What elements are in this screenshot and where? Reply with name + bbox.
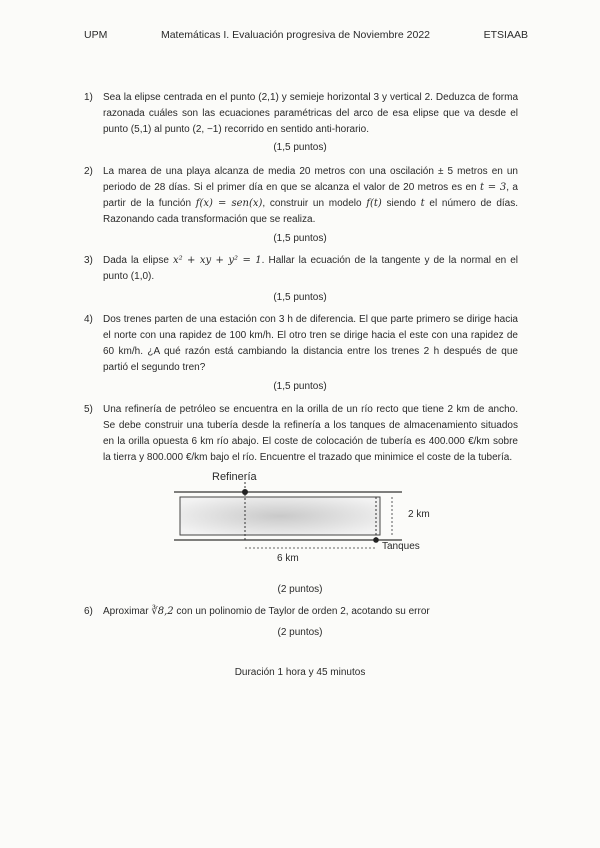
- question-1: [84, 90, 518, 138]
- question-text: [103, 164, 518, 228]
- text-segment: el número de días. Razonando cada transformación que se realiza.: [103, 198, 518, 225]
- question-3: [84, 253, 518, 285]
- math-expression: f(x) = sen(x): [195, 198, 263, 209]
- question-6-points: (2 puntos): [277, 627, 323, 638]
- question-3-points: (1,5 puntos): [273, 292, 327, 303]
- math-expression: t: [420, 198, 425, 209]
- river-diagram: [170, 470, 440, 570]
- question-text: Sea la elipse centrada en el punto (2,1) y semieje horizontal 3 y vertical 2. Deduzca de forma razonada cuáles son las ecuaciones paramétricas del arco de esa elipse que va desde el punto (5,1) al punto (2, −1) recorrido en sentido anti-horario.: [103, 92, 518, 135]
- math-expression: t = 3: [479, 182, 507, 193]
- text-segment: . Hallar la ecuación de la tangente y de la normal en el punto (1,0).: [103, 255, 519, 282]
- question-number: 3): [84, 255, 93, 266]
- question-number: 1): [84, 92, 93, 103]
- text-segment: Dada la elipse: [103, 255, 173, 266]
- question-5: [84, 402, 518, 466]
- distance-label: 6 km: [277, 553, 299, 564]
- question-4: [84, 312, 518, 376]
- question-number: 5): [84, 404, 93, 415]
- math-expression: x² + xy + y² = 1: [172, 255, 262, 266]
- question-text: [103, 604, 518, 620]
- header: [84, 29, 528, 41]
- question-5-points: (2 puntos): [277, 584, 323, 595]
- question-2: [84, 164, 518, 228]
- question-number: 2): [84, 166, 93, 177]
- question-6: [84, 604, 518, 620]
- text-segment: Aproximar: [103, 606, 152, 617]
- text-segment: La marea de una playa alcanza de media 20 metros con una oscilación ± 5 metros en un periodo de 28 días. Si el primer día en que se alcanza el valor de 20 metros es en: [103, 166, 518, 193]
- header-school: ETSIAAB: [483, 29, 528, 41]
- question-4-points: (1,5 puntos): [273, 381, 327, 392]
- header-title: Matemáticas I. Evaluación progresiva de Noviembre 2022: [160, 29, 431, 41]
- question-2-points: (1,5 puntos): [273, 233, 327, 244]
- text-segment: con un polinomio de Taylor de orden 2, acotando su error: [173, 606, 430, 617]
- refineria-point: [242, 489, 248, 495]
- question-1-points: (1,5 puntos): [273, 142, 327, 153]
- header-institution: UPM: [84, 29, 108, 41]
- text-segment: siendo: [381, 198, 421, 209]
- duration: Duración 1 hora y 45 minutos: [234, 667, 366, 678]
- tanques-point: [373, 537, 379, 543]
- question-text: Dos trenes parten de una estación con 3 h de diferencia. El que parte primero se dirige hacia el norte con una rapidez de 100 km/h. El otro tren se dirige hacia el este con una rapidez de 60 km/h. ¿A qué razón está cambiando la distancia entre los trenes 2 h después de que partió el segundo tren?: [103, 314, 518, 373]
- question-number: 4): [84, 314, 93, 325]
- refineria-label: Refinería: [212, 471, 257, 483]
- math-expression: ∛8,2: [151, 606, 174, 617]
- tanques-label: Tanques: [382, 541, 420, 552]
- width-label: 2 km: [408, 509, 430, 520]
- river: [180, 497, 380, 535]
- question-text: [103, 253, 518, 285]
- text-segment: , a partir de la función: [103, 182, 518, 209]
- question-number: 6): [84, 606, 93, 617]
- text-segment: , construir un modelo: [262, 198, 367, 209]
- question-text: Una refinería de petróleo se encuentra en la orilla de un río recto que tiene 2 km de ancho. Se debe construir una tubería desde la refinería a los tanques de almacenamiento situados en la orilla opuesta 6 km río abajo. El coste de colocación de tubería es 400.000 €/km sobre la tierra y 800.000 €/km bajo el río. Encuentre el trazado que minimice el coste de la tubería.: [103, 404, 518, 463]
- math-expression: f(t): [366, 198, 382, 209]
